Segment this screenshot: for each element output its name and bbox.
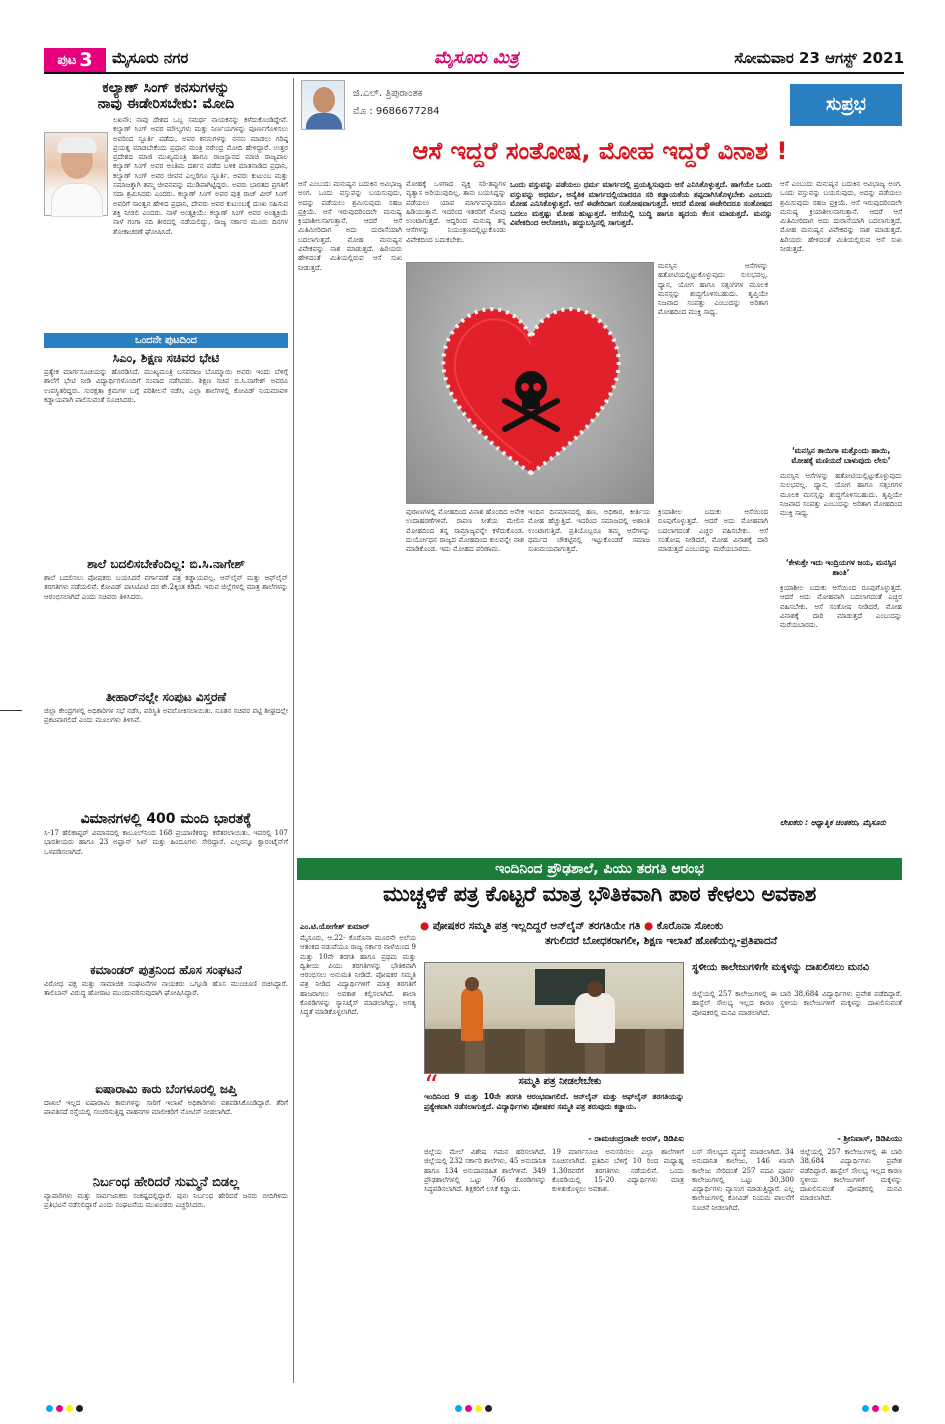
kalyan-singh-photo: [44, 132, 108, 216]
author-strip: [297, 78, 787, 132]
heart-icon: [407, 263, 655, 505]
school-subhead-1: ಪೋಷಕರ ಸಮ್ಮತಿ ಪತ್ರ ಇಲ್ಲದಿದ್ದರೆ ಆನ್‌ಲೈನ್ ತರಗತಿಯೇ ಗತಿ: [432, 920, 641, 932]
school-subhead-2: ಕೊರೊನಾ ಸೋಂಕು: [656, 920, 723, 932]
school-byline: ಎಂ.ಟಿ.ಯೋಗೇಶ್ ಕುಮಾರ್: [300, 922, 370, 931]
heart-skull-illustration: [406, 262, 654, 504]
kalyan-article-text: ಲಖನೌ: ನಾವು ದೇಶದ ಒಬ್ಬ ಸಮರ್ಥ ನಾಯಕನನ್ನು ಕಳೆದುಕೊಂಡಿದ್ದೇವೆ. ಕಲ್ಯಾಣ್ ಸಿಂಗ್ ಅವರ ಮೌಲ್ಯಗಳು ಮತ್ತು ನಿರ್ಣಯಗಳನ್ನು ಪೂರ್ಣಗೊಳಿಸಲು ಅವರಿಂದ ಸ್ಫೂರ್ತಿ ಪಡೆದು, ಅವರ ಕನಸುಗಳನ್ನು ನನಸು ಮಾಡಲು ಗರಿಷ್ಠ ಪ್ರಯತ್ನ ಮಾಡಬೇಕೆಂದು ಪ್ರಧಾನ ಮಂತ್ರಿ ನರೇಂದ್ರ ಮೋದಿ ಹೇಳಿದ್ದಾರೆ. ಉತ್ತರ ಪ್ರದೇಶದ ಮಾಜಿ ಮುಖ್ಯಮಂತ್ರಿ ಹಾಗೂ ರಾಜಸ್ಥಾನದ ಮಾಜಿ ರಾಜ್ಯಪಾಲ ಕಲ್ಯಾಣ್ ಸಿಂಗ್ ಅವರ ಅಂತಿಮ ದರ್ಶನ ಪಡೆದ ಬಳಿಕ ಮಾತನಾಡಿದ ಪ್ರಧಾನಿ, ಕಲ್ಯಾಣ್ ಸಿಂಗ್ ಅವರ ಜೀವನ ಎಲ್ಲರಿಗೂ ಸ್ಫೂರ್ತಿ. ಅವರು ಕುಟುಂಬ ಮತ್ತು ಸಮಾಜಕ್ಕಾಗಿ ತಮ್ಮ ಜೀವನವನ್ನು ಮುಡಿಪಾಗಿಟ್ಟಿದ್ದರು. ಅವರು ಭಾರತದ ಪ್ರಗತಿಗೆ ಸದಾ ಶ್ರಮಿಸಿದರು ಎಂದರು. ಕಲ್ಯಾಣ್ ಸಿಂಗ್ ಅವರ ಪುತ್ರ ರಾಜ್ ವೀರ್ ಸಿಂಗ್ ಅವರಿಗೆ ಸಾಂತ್ವನ ಹೇಳಿದ ಪ್ರಧಾನಿ, ದೇವರು ಅವರ ಕುಟುಂಬಕ್ಕೆ ದುಃಖ ಸಹಿಸುವ ಶಕ್ತಿ ನೀಡಲಿ ಎಂದರು. ನಾಳೆ ಅಂತ್ಯಕ್ರಿಯೆ: ಕಲ್ಯಾಣ್ ಸಿಂಗ್ ಅವರ ಅಂತ್ಯಕ್ರಿಯೆ ನಾಳೆ ಗಂಗಾ ನದಿ ತೀರದಲ್ಲಿ ನಡೆಯಲಿದ್ದು, ರಾಜ್ಯ ಸರ್ಕಾರ ಮೂರು ದಿನಗಳ ಶೋಕಾಚರಣೆ ಘೋಷಿಸಿದೆ.: [113, 116, 288, 236]
school-subheads: [420, 920, 902, 948]
column-body-3: ಮನಸ್ಸಿನ ಆಸೆಗಳನ್ನು ಹತೋಟಿಯಲ್ಲಿಟ್ಟುಕೊಳ್ಳುವುದು ಸುಲಭವಲ್ಲ. ಧ್ಯಾನ, ಯೋಗ ಹಾಗೂ ಸತ್ಸಂಗಗಳ ಮೂಲಕ ಮನಸ್ಸನ್ನು ಶುದ್ಧಗೊಳಿಸಬಹುದು. ತೃಪ್ತಿಯೇ ನಿಜವಾದ ಸಂಪತ್ತು ಎಂಬುದನ್ನು ಅರಿತಾಗ ಮೋಹದಿಂದ ಮುಕ್ತಿ ಸಾಧ್ಯ.: [658, 262, 768, 317]
school-col-3: 19 ಮಾರ್ಗಸೂಚಿ ಅನುಸರಿಸಲು ಎಲ್ಲಾ ಶಾಲೆಗಳಿಗೆ ಸೂಚಿಸಲಾಗಿದೆ. ಪ್ರತಿದಿನ ಬೆಳಿಗ್ಗೆ 10 ರಿಂದ ಮಧ್ಯಾಹ್ನ 1.30ರವರೆಗೆ ತರಗತಿಗಳು ನಡೆಯಲಿವೆ. ಒಂದು ಕೊಠಡಿಯಲ್ಲಿ 15-20 ವಿದ್ಯಾರ್ಥಿಗಳು ಮಾತ್ರ ಕುಳಿತುಕೊಳ್ಳಲು ಅವಕಾಶ.: [552, 1148, 684, 1194]
column-name-box: ಸುಪ್ರಭ: [790, 84, 902, 126]
column-sidebar-text-2: ಮನಸ್ಸಿನ ಆಸೆಗಳನ್ನು ಹತೋಟಿಯಲ್ಲಿಟ್ಟುಕೊಳ್ಳುವುದು ಸುಲಭವಲ್ಲ. ಧ್ಯಾನ, ಯೋಗ ಹಾಗೂ ಸತ್ಸಂಗಗಳ ಮೂಲಕ ಮನಸ್ಸನ್ನು ಶುದ್ಧಗೊಳಿಸಬಹುದು. ತೃಪ್ತಿಯೇ ನಿಜವಾದ ಸಂಪತ್ತು ಎಂಬುದನ್ನು ಅರಿತಾಗ ಮೋಹದಿಂದ ಮುಕ್ತಿ ಸಾಧ್ಯ.: [780, 472, 902, 518]
school-subhead-3: ತಗುಲಿದರೆ ಬೋಧಕರಾಗಲೀ, ಶಿಕ್ಷಣ ಇಲಾಖೆ ಹೊಣೆಯಲ್ಲ-ಪ್ರತಿಪಾದನೆ: [544, 935, 777, 947]
publication-date: ಸೋಮವಾರ 23 ಆಗಸ್ಟ್ 2021: [734, 49, 904, 67]
school-minister-headline: ಶಾಲೆ ಬದಲಿಸಬೇಕೆಂದಿಲ್ಲ: ಬಿ.ಸಿ.ನಾಗೇಶ್: [87, 557, 245, 571]
car-headline: ಐಷಾರಾಮಿ ಕಾರು ಬೆಂಗಳೂರಲ್ಲಿ ಜಪ್ತಿ: [95, 1082, 237, 1096]
masthead: [44, 46, 904, 74]
lockdown-text: ವ್ಯಾಪಾರಿಗಳು ಮತ್ತು ಸಾರ್ವಜನಿಕರು ಸಂಕಷ್ಟದಲ್ಲಿದ್ದಾರೆ. ಪುನಃ ನಿರ್ಬಂಧ ಹೇರಿದರೆ ಜನರು ಬೀದಿಗಿಳಿದು ಪ್ರತಿಭಟನೆ ನಡೆಸಲಿದ್ದಾರೆ ಎಂದು ಸಂಘಟನೆಯ ಮುಖಂಡರು ಎಚ್ಚರಿಸಿದರು.: [44, 1192, 288, 1210]
column-divider: [293, 78, 294, 1383]
column-lead: ಒಂದು ವಸ್ತುವನ್ನು ಪಡೆಯಲು ಧರ್ಮ ಮಾರ್ಗದಲ್ಲಿ ಪ್ರಯತ್ನಿಸುವುದು ಆಸೆ ಎನಿಸಿಕೊಳ್ಳುತ್ತದೆ. ಹಾಗೆಯೇ ಒಂದು ವಸ್ತುವನ್ನು ಅಧರ್ಮ, ಅನೈತಿಕ ಮಾರ್ಗದಲ್ಲಿಯಾದರೂ ಸರಿ ಕಡ್ಡಾಯತೆಯ ತಪ್ಪದಾಗಿಸಿಕೊಳ್ಳಬೇಕು ಎಂಬುದು ಮೋಹ ಎನಿಸಿಕೊಳ್ಳುತ್ತದೆ. ಆಸೆ ಈಡೇರಿದಾಗ ಸಂತೋಷವಾಗುತ್ತದೆ. ಆದರೆ ಮೋಹ ಈಡೇರಿದರೂ ಸಂತೋಷದ ಬದಲು ಮತ್ತಷ್ಟು ಮೋಹ ಹುಟ್ಟುತ್ತದೆ. ಆಸೆಯಲ್ಲಿ ಬುದ್ಧಿ ಹಾಗೂ ಹೃದಯ ಕೆಲಸ ಮಾಡುತ್ತದೆ. ಮನಸ್ಸು ವಿವೇಕದಿಂದ ಆಲೋಚಿಸಿ, ಹದ್ದುಬಸ್ತಿನಲ್ಲಿ ಸಾಗುತ್ತದೆ.: [510, 180, 772, 228]
school-col-5b: ಜಿಲ್ಲೆಯಲ್ಲಿ 257 ಕಾಲೇಜುಗಳಲ್ಲಿ ಈ ಬಾರಿ 38,684 ವಿದ್ಯಾರ್ಥಿಗಳು ಪ್ರವೇಶ ಪಡೆದಿದ್ದಾರೆ. ಹಾಸ್ಟೆಲ್ ಸೌಲಭ್ಯ ಇಲ್ಲದ ಕಾರಣ ಸ್ಥಳೀಯ ಕಾಲೇಜುಗಳಿಗೆ ಮಕ್ಕಳನ್ನು ದಾಖಲಿಸುವಂತೆ ಪೋಷಕರಲ್ಲಿ ಮನವಿ ಮಾಡಲಾಗಿದೆ.: [800, 1148, 902, 1203]
left-column: [44, 78, 288, 1383]
school-col-4: ಜಿಲ್ಲೆಯಲ್ಲಿ 257 ಕಾಲೇಜುಗಳಲ್ಲಿ ಈ ಬಾರಿ 38,684 ವಿದ್ಯಾರ್ಥಿಗಳು ಪ್ರವೇಶ ಪಡೆದಿದ್ದಾರೆ. ಹಾಸ್ಟೆಲ್ ಸೌಲಭ್ಯ ಇಲ್ಲದ ಕಾರಣ ಸ್ಥಳೀಯ ಕಾಲೇಜುಗಳಿಗೆ ಮಕ್ಕಳನ್ನು ದಾಖಲಿಸುವಂತೆ ಪೋಷಕರಲ್ಲಿ ಮನವಿ ಮಾಡಲಾಗಿದೆ.: [692, 990, 902, 1017]
quote-mark-icon: “: [424, 1069, 439, 1102]
registration-marks-left: [46, 1405, 83, 1412]
section-name: ಮೈಸೂರು ನಗರ: [112, 49, 189, 67]
column-body-5: ಇಂದಿನ ದಿನಮಾನದಲ್ಲಿ ಹಣ, ಅಧಿಕಾರ, ಕೀರ್ತಿಯ ಮೋಹ ಹೆಚ್ಚುತ್ತಿದೆ. ಇದರಿಂದ ಸಮಾಜದಲ್ಲಿ ಅಶಾಂತಿ ಉಂಟಾಗುತ್ತಿದೆ. ಪ್ರತಿಯೊಬ್ಬರೂ ತಮ್ಮ ಆಸೆಗಳನ್ನು ಧರ್ಮದ ಚೌಕಟ್ಟಿನಲ್ಲಿ ಇಟ್ಟುಕೊಂಡರೆ ಸಮಾಜ ಸುಖಮಯವಾಗುತ್ತದೆ.: [528, 508, 650, 554]
column-sidebar: [780, 180, 902, 880]
quote-attribution-2: - ಶ್ರೀನಿವಾಸ್, ಡಿಡಿಪಿಯು: [837, 1134, 902, 1143]
school-col-2: ಜಿಲ್ಲೆಯ ಮೇಲೆ ವಿಶೇಷ ಗಮನ ಹರಿಸಲಾಗಿದೆ. ಜಿಲ್ಲೆಯಲ್ಲಿ 232 ಸರ್ಕಾರಿ ಶಾಲೆಗಳು, 45 ಅನುದಾನಿತ ಹಾಗೂ 134 ಅನುದಾನರಹಿತ ಶಾಲೆಗಳಿವೆ. 349 ಪ್ರೌಢಶಾಲೆಗಳಲ್ಲಿ ಒಟ್ಟು 766 ಕೊಠಡಿಗಳನ್ನು ಸಿದ್ಧಪಡಿಸಲಾಗಿದೆ. ಶಿಕ್ಷಕರಿಗೆ ಲಸಿಕೆ ಕಡ್ಡಾಯ.: [424, 1148, 546, 1194]
classroom-photo: [424, 962, 684, 1074]
registration-marks-right: [862, 1405, 899, 1412]
page-number-badge: [44, 48, 106, 72]
column-quote-1: ‘ಮನಸ್ಸಿನ ತಾಯಿಗಾ ಮತ್ತೊಂದು ಹಾಯಿ, ಮೋಹಕ್ಕೆ ಮಣಿಯದೆ ಬಾಳುವುದು ಲೇಸು’: [791, 446, 891, 465]
flight-text: ಸಿ-17 ಹೆಲಿಕಾಪ್ಟರ್ ವಿಮಾನದಲ್ಲಿ ಕಾಬೂಲ್‌ನಿಂದ 168 ಪ್ರಯಾಣಿಕರನ್ನು ಕರೆತರಲಾಯಿತು. ಇವರಲ್ಲಿ 107 ಭಾರತೀಯರು ಹಾಗೂ 23 ಅಫ್ಘಾನ್ ಸಿಖ್ ಮತ್ತು ಹಿಂದೂಗಳು ಸೇರಿದ್ದಾರೆ. ಎಲ್ಲರನ್ನೂ ಕ್ವಾರಂಟೈನ್‌ಗೆ ಒಳಪಡಿಸಲಾಗಿದೆ.: [44, 829, 288, 856]
tihar-headline: ತೀಹಾರ್‌ನಲ್ಲೇ ಸಂಪುಟ ವಿಸ್ತರಣೆ: [105, 690, 227, 704]
column-body-1: ಆಸೆ ಎಂಬುದು ಮನುಷ್ಯನ ಬದುಕಿನ ಅವಿಭಾಜ್ಯ ಅಂಗ. ಒಂದು ವಸ್ತುವನ್ನು ಬಯಸುವುದು, ಅದನ್ನು ಪಡೆಯಲು ಶ್ರಮಿಸುವುದು ಸಹಜ ಪ್ರಕ್ರಿಯೆ. ಆಸೆ ಇರುವುದರಿಂದಲೇ ಮನುಷ್ಯ ಕ್ರಿಯಾಶೀಲನಾಗುತ್ತಾನೆ. ಆದರೆ ಆಸೆ ಮಿತಿಮೀರಿದಾಗ ಅದು ದುರಾಸೆಯಾಗಿ ಬದಲಾಗುತ್ತದೆ. ಮೋಹ ಮನುಷ್ಯನ ವಿವೇಕವನ್ನು ನಾಶ ಮಾಡುತ್ತದೆ. ಹಿರಿಯರು ಹೇಳಿದಂತೆ ಮಿತಿಯಲ್ಲಿರುವ ಆಸೆ ಸುಖ ನೀಡುತ್ತದೆ.: [298, 180, 402, 272]
quote-attribution: - ರಾಮಚಂದ್ರರಾಜೇ ಅರಸ್, ಡಿಡಿಪಿಐ: [588, 1134, 684, 1143]
school-col-5a: ಬಸ್ ಸೌಲಭ್ಯದ ವ್ಯವಸ್ಥೆ ಮಾಡಲಾಗಿದೆ. 34 ಅನುದಾನಿತ ಕಾಲೇಜು, 146 ಖಾಸಗಿ ಕಾಲೇಜು ಸೇರಿದಂತೆ 257 ಪದವಿ ಪೂರ್ವ ಕಾಲೇಜುಗಳಲ್ಲಿ ಒಟ್ಟು 30,300 ವಿದ್ಯಾರ್ಥಿಗಳು ವ್ಯಾಸಂಗ ಮಾಡುತ್ತಿದ್ದಾರೆ. ಎಲ್ಲ ಕಾಲೇಜುಗಳಲ್ಲಿ ಕೋವಿಡ್ ನಿಯಮ ಪಾಲನೆಗೆ ಸೂಚನೆ ನೀಡಲಾಗಿದೆ.: [692, 1148, 794, 1212]
column-body-6: ಕ್ರಿಯಾಶೀಲ ಬದುಕು ಆಸೆಯಿಂದ ರೂಪುಗೊಳ್ಳುತ್ತದೆ. ಆದರೆ ಅದು ಮೋಹವಾಗಿ ಬದಲಾಗದಂತೆ ಎಚ್ಚರ ವಹಿಸಬೇಕು. ಆಸೆ ಸಂತೋಷ ನೀಡಿದರೆ, ಮೋಹ ವಿನಾಶಕ್ಕೆ ದಾರಿ ಮಾಡುತ್ತದೆ ಎಂಬುದನ್ನು ಮರೆಯಬಾರದು.: [658, 508, 768, 554]
fold-mark: [0, 710, 22, 711]
author-phone: ಮೊ : 9686677284: [353, 106, 440, 117]
hostel-headline: ಸ್ಥಳೀಯ ಕಾಲೇಜುಗಳಿಗೇ ಮಕ್ಕಳನ್ನು ದಾಖಲಿಸಲು ಮನವಿ: [692, 962, 870, 973]
column-quote-2: ‘ಕೇಳುತ್ತೇ ಇದು ಇಂದ್ರಿಯಗಳ ಜಯ, ಮನಸ್ಸಿನ ಶಾಂತಿ’: [785, 558, 897, 577]
pull-quote: ಇಂದಿನಿಂದ 9 ಮತ್ತು 10ನೇ ತರಗತಿ ಆರಂಭವಾಗಲಿದೆ. ಆನ್‌ಲೈನ್ ಮತ್ತು ಆಫ್‌ಲೈನ್ ತರಗತಿಯನ್ನು ಪ್ರತ್ಯೇಕವಾಗಿ ನಡೆಸಲಾಗುತ್ತದೆ. ವಿದ್ಯಾರ್ಥಿಗಳು ಪೋಷಕರ ಸಮ್ಮತಿ ಪತ್ರ ತರುವುದು ಕಡ್ಡಾಯ.: [424, 1092, 684, 1111]
continued-label: ಒಂದನೇ ಪುಟದಿಂದ: [44, 333, 288, 348]
column-sidebar-text: ಆಸೆ ಎಂಬುದು ಮನುಷ್ಯನ ಬದುಕಿನ ಅವಿಭಾಜ್ಯ ಅಂಗ. ಒಂದು ವಸ್ತುವನ್ನು ಬಯಸುವುದು, ಅದನ್ನು ಪಡೆಯಲು ಶ್ರಮಿಸುವುದು ಸಹಜ ಪ್ರಕ್ರಿಯೆ. ಆಸೆ ಇರುವುದರಿಂದಲೇ ಮನುಷ್ಯ ಕ್ರಿಯಾಶೀಲನಾಗುತ್ತಾನೆ. ಆದರೆ ಆಸೆ ಮಿತಿಮೀರಿದಾಗ ಅದು ದುರಾಸೆಯಾಗಿ ಬದಲಾಗುತ್ತದೆ. ಮೋಹ ಮನುಷ್ಯನ ವಿವೇಕವನ್ನು ನಾಶ ಮಾಡುತ್ತದೆ. ಹಿರಿಯರು ಹೇಳಿದಂತೆ ಮಿತಿಯಲ್ಲಿರುವ ಆಸೆ ಸುಖ ನೀಡುತ್ತದೆ.: [780, 180, 902, 254]
column-body-2: ಮೋಹಕ್ಕೆ ಒಳಗಾದ ವ್ಯಕ್ತಿ ಸರಿ-ತಪ್ಪುಗಳ ವ್ಯತ್ಯಾಸ ಅರಿಯುವುದಿಲ್ಲ. ತಾನು ಬಯಸಿದ್ದನ್ನು ಪಡೆಯಲು ಯಾವ ಮಾರ್ಗವನ್ನಾದರೂ ಹಿಡಿಯುತ್ತಾನೆ. ಇದರಿಂದ ಇತರರಿಗೆ ನೋವು ಉಂಟಾಗುತ್ತದೆ. ಆದ್ದರಿಂದ ಮನುಷ್ಯ ತನ್ನ ಆಸೆಗಳನ್ನು ನಿಯಂತ್ರಣದಲ್ಲಿಟ್ಟುಕೊಂಡು ವಿವೇಕದಿಂದ ಬದುಕಬೇಕು.: [406, 180, 506, 244]
lockdown-headline: ನಿರ್ಬಂಧ ಹೇರಿದರೆ ಸುಮ್ಮನೆ ಬಿಡಲ್ಲ: [92, 1175, 240, 1190]
column-signoff: ಲೇಖಕರು : ಆಧ್ಯಾತ್ಮಿಕ ಚಿಂತಕರು, ಮೈಸೂರು: [780, 818, 887, 827]
column-sidebar-text-3: ಕ್ರಿಯಾಶೀಲ ಬದುಕು ಆಸೆಯಿಂದ ರೂಪುಗೊಳ್ಳುತ್ತದೆ. ಆದರೆ ಅದು ಮೋಹವಾಗಿ ಬದಲಾಗದಂತೆ ಎಚ್ಚರ ವಹಿಸಬೇಕು. ಆಸೆ ಸಂತೋಷ ನೀಡಿದರೆ, ಮೋಹ ವಿನಾಶಕ್ಕೆ ದಾರಿ ಮಾಡುತ್ತದೆ ಎಂಬುದನ್ನು ಮರೆಯಬಾರದು.: [780, 584, 902, 630]
bullet-icon: ●: [420, 920, 430, 932]
flight-headline: ವಿಮಾನಗಳಲ್ಲಿ 400 ಮಂದಿ ಭಾರತಕ್ಕೆ: [80, 811, 252, 827]
paper-name: ಮೈಸೂರು ಮಿತ್ರ: [434, 48, 519, 68]
column-body-4: ಪುರಾಣಗಳಲ್ಲಿ ಮೋಹದಿಂದ ವಿನಾಶ ಹೊಂದಿದ ಅನೇಕ ಉದಾಹರಣೆಗಳಿವೆ. ರಾವಣ ಸೀತೆಯ ಮೇಲಿನ ಮೋಹದಿಂದ ತನ್ನ ಸಾಮ್ರಾಜ್ಯವನ್ನೇ ಕಳೆದುಕೊಂಡ. ದುರ್ಯೋಧನ ರಾಜ್ಯದ ಮೋಹದಿಂದ ಕುಲವನ್ನೇ ನಾಶ ಮಾಡಿಕೊಂಡ. ಇದು ಮೋಹದ ಪರಿಣಾಮ.: [406, 508, 524, 554]
commander-text: ವಿರೋಧ ಪಕ್ಷ ಮತ್ತು ಸಾಮಾಜಿಕ ಸಂಘಟನೆಗಳ ನಾಯಕರು ಒಗ್ಗೂಡಿ ಹೊಸ ಮುಂಚೂಣಿ ರಚಿಸಿದ್ದಾರೆ. ತಾಲಿಬಾನ್ ವಿರುದ್ಧ ಹೋರಾಟ ಮುಂದುವರಿಸುವುದಾಗಿ ಘೋಷಿಸಿದ್ದಾರೆ.: [44, 980, 288, 998]
page-label: ಪುಟ: [57, 52, 77, 68]
school-banner: ಇಂದಿನಿಂದ ಪ್ರೌಢಶಾಲೆ, ಪಿಯು ತರಗತಿ ಆರಂಭ: [297, 858, 902, 880]
commander-headline: ಕಮಾಂಡರ್ ಪುತ್ರನಿಂದ ಹೊಸ ಸಂಘಟನೆ: [90, 963, 242, 977]
kalyan-headline-2: ನಾವು ಈಡೇರಿಸಬೇಕು: ಮೋದಿ: [97, 96, 235, 112]
author-photo: [301, 80, 345, 130]
column-headline: ಆಸೆ ಇದ್ದರೆ ಸಂತೋಷ, ಮೋಹ ಇದ್ದರೆ ವಿನಾಶ !: [412, 137, 788, 165]
school-minister-text: ಶಾಲೆ ಬದಲಿಸಲು ಪೋಷಕರು ಬಯಸಿದರೆ ವರ್ಗಾವಣೆ ಪತ್ರ ಕಡ್ಡಾಯವಲ್ಲ. ಆನ್‌ಲೈನ್ ಮತ್ತು ಆಫ್‌ಲೈನ್ ತರಗತಿಗಳು ನಡೆಯಲಿವೆ. ಕೋವಿಡ್ ಪಾಸಿಟಿವಿಟಿ ದರ ಶೇ.2ಕ್ಕಿಂತ ಕಡಿಮೆ ಇರುವ ಜಿಲ್ಲೆಗಳಲ್ಲಿ ಮಾತ್ರ ಶಾಲೆಗಳನ್ನು ಆರಂಭಿಸಲಾಗಿದೆ ಎಂದು ಸಚಿವರು ತಿಳಿಸಿದರು.: [44, 574, 288, 601]
tihar-text: ಜಿಲ್ಲಾ ಕೇಂದ್ರಗಳಲ್ಲಿ ಅಧಿಕಾರಿಗಳ ಸಭೆ ನಡೆಸಿ, ಪರಿಸ್ಥಿತಿ ಅವಲೋಕಿಸಲಾಯಿತು. ನೂತನ ಸಚಿವರ ಪಟ್ಟಿ ಶೀಘ್ರದಲ್ಲೇ ಪ್ರಕಟವಾಗಲಿದೆ ಎಂದು ಮೂಲಗಳು ತಿಳಿಸಿವೆ.: [44, 707, 288, 725]
photo-caption: ಸಮ್ಮತಿ ಪತ್ರ ನೀಡಲೇಬೇಕು: [518, 1076, 602, 1087]
car-text: ದಾಖಲೆ ಇಲ್ಲದ ಐಷಾರಾಮಿ ಕಾರುಗಳನ್ನು ಸಾರಿಗೆ ಇಲಾಖೆ ಅಧಿಕಾರಿಗಳು ವಶಪಡಿಸಿಕೊಂಡಿದ್ದಾರೆ. ತೆರಿಗೆ ಪಾವತಿಸದೆ ರಸ್ತೆಯಲ್ಲಿ ಸಂಚರಿಸುತ್ತಿದ್ದ ವಾಹನಗಳ ಮಾಲೀಕರಿಗೆ ನೋಟಿಸ್ ನೀಡಲಾಗಿದೆ.: [44, 1099, 288, 1117]
cm-article-text: ಪ್ರತ್ಯೇಕ ಮಾರ್ಗಸೂಚಿಯನ್ನು ಹೊರಡಿಸಿದೆ. ಮುಖ್ಯಮಂತ್ರಿ ಬಸವರಾಜ ಬೊಮ್ಮಾಯಿ ಅವರು ಇಂದು ಬೆಳಿಗ್ಗೆ ಶಾಲೆಗೆ ಭೇಟಿ ನೀಡಿ ವಿದ್ಯಾರ್ಥಿಗಳೊಂದಿಗೆ ಸಂವಾದ ನಡೆಸಿದರು. ಶಿಕ್ಷಣ ಸಚಿವ ಬಿ.ಸಿ.ನಾಗೇಶ್ ಅವರೂ ಉಪಸ್ಥಿತರಿದ್ದರು. ಸುರಕ್ಷತಾ ಕ್ರಮಗಳ ಬಗ್ಗೆ ಪರಿಶೀಲನೆ ನಡೆಸಿ, ಎಲ್ಲಾ ಶಾಲೆಗಳಲ್ಲಿ ಕೋವಿಡ್ ನಿಯಮಾವಳಿ ಕಡ್ಡಾಯವಾಗಿ ಪಾಲಿಸುವಂತೆ ಸೂಚಿಸಿದರು.: [44, 368, 288, 404]
page-number: 3: [79, 49, 93, 71]
kalyan-headline-1: ಕಲ್ಯಾಣ್ ಸಿಂಗ್ ಕನಸುಗಳನ್ನು: [102, 80, 230, 96]
school-col-1: ಮೈಸೂರು, ಆ.22- ಕೊರೊನಾ ಮೂರನೇ ಅಲೆಯ ಆತಂಕದ ನಡುವೆಯೂ ರಾಜ್ಯ ಸರ್ಕಾರ ನಾಳೆಯಿಂದ 9 ಮತ್ತು 10ನೇ ತರಗತಿ ಹಾಗೂ ಪ್ರಥಮ ಮತ್ತು ದ್ವಿತೀಯ ಪಿಯು ತರಗತಿಗಳನ್ನು ಭೌತಿಕವಾಗಿ ಆರಂಭಿಸಲು ಅನುಮತಿ ನೀಡಿದೆ. ಪೋಷಕರ ಸಮ್ಮತಿ ಪತ್ರ ನೀಡಿದ ವಿದ್ಯಾರ್ಥಿಗಳಿಗೆ ಮಾತ್ರ ತರಗತಿಗೆ ಹಾಜರಾಗಲು ಅವಕಾಶ ಕಲ್ಪಿಸಲಾಗಿದೆ. ಶಾಲಾ ಕೊಠಡಿಗಳನ್ನು ಸ್ಯಾನಿಟೈಸ್ ಮಾಡಲಾಗಿದ್ದು, ಅಗತ್ಯ ಸಿದ್ಧತೆ ಮಾಡಿಕೊಳ್ಳಲಾಗಿದೆ.: [300, 934, 416, 1017]
bullet-icon: ●: [643, 920, 654, 932]
author-name: ಜಿ.ಎಲ್. ತ್ರಿಪುರಾಂತಕ: [353, 88, 423, 99]
registration-marks-center: [455, 1405, 492, 1412]
cm-headline: ಸಿಎಂ, ಶಿಕ್ಷಣ ಸಚಿವರ ಭೇಟಿ: [112, 351, 220, 365]
school-headline: ಮುಚ್ಚಳಿಕೆ ಪತ್ರ ಕೊಟ್ಟರೆ ಮಾತ್ರ ಭೌತಿಕವಾಗಿ ಪಾಠ ಕೇಳಲು ಅವಕಾಶ: [383, 882, 816, 906]
